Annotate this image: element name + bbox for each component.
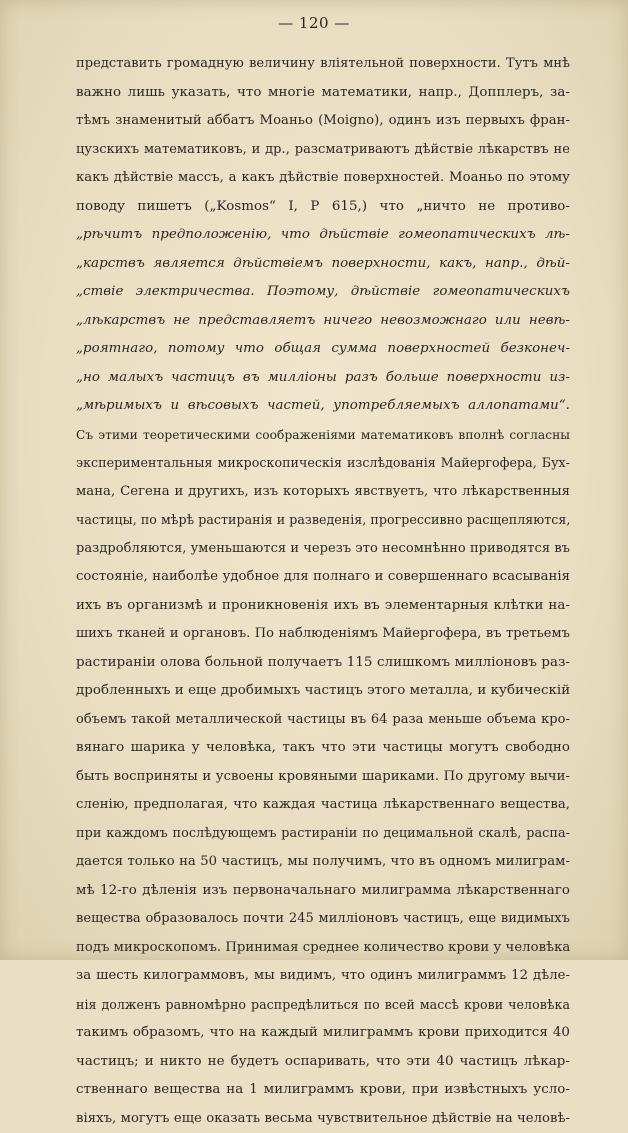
text-line: быть восприняты и усвоены кровяными шариками. По другому вычи- <box>76 763 570 792</box>
text-line: цузскихъ математиковъ, и др., разсматриваютъ дѣйствiе лѣкарствъ не <box>76 136 570 165</box>
text-line: „рѣчитъ предположенiю, что дѣйствiе гомеопатическихъ лѣ- <box>76 221 570 250</box>
text-line: вянаго шарика у человѣка, такъ что эти частицы могутъ свободно <box>76 734 570 763</box>
text-line: „лѣкарствъ не представляетъ ничего невозможнаго или невѣ- <box>76 307 570 336</box>
text-line: подъ микроскопомъ. Принимая среднее количество крови у человѣка <box>76 934 570 963</box>
text-line: при каждомъ послѣдующемъ растиранiи по децимальной скалѣ, распа- <box>76 820 570 849</box>
text-line: вещества образовалось почти 245 миллiоновъ частицъ, еще видимыхъ <box>76 905 570 934</box>
text-line: поводу пишетъ („Kosmos“ I, P 615,) что „ничто не противо- <box>76 193 570 222</box>
text-line: шихъ тканей и органовъ. По наблюденiямъ Майергофера, въ третьемъ <box>76 620 570 649</box>
text-line: „карствъ является дѣйствiемъ поверхности, какъ, напр., дѣй- <box>76 250 570 279</box>
text-line: дробленныхъ и еще дробимыхъ частицъ этого металла, и кубическiй <box>76 677 570 706</box>
text-line: объемъ такой металлической частицы въ 64 раза меньше объема кро- <box>76 706 570 735</box>
text-line: ихъ въ организмѣ и проникновенiя ихъ въ элементарныя клѣтки на- <box>76 592 570 621</box>
text-line: ственнаго вещества на 1 милиграммъ крови, при извѣстныхъ усло- <box>76 1076 570 1105</box>
text-line: состоянiе, наиболѣе удобное для полнаго и совершеннаго всасыванiя <box>76 563 570 592</box>
text-line: важно лишь указать, что многiе математики, напр., Допплеръ, за- <box>76 79 570 108</box>
body-text <box>76 50 570 1133</box>
text-line: сленiю, предполагая, что каждая частица лѣкарственнаго вещества, <box>76 791 570 820</box>
text-line: какъ дѣйствiе массъ, а какъ дѣйствiе поверхностей. Моаньо по этому <box>76 164 570 193</box>
text-line: дается только на 50 частицъ, мы получимъ, что въ одномъ милиграм- <box>76 848 570 877</box>
text-line: мѣ 12-го дѣленiя изъ первоначальнаго милиграмма лѣкарственнаго <box>76 877 570 906</box>
text-line: „ствiе электричества. Поэтому, дѣйствiе гомеопатическихъ <box>76 278 570 307</box>
text-line: растиранiи олова больной получаетъ 115 слишкомъ миллiоновъ раз- <box>76 649 570 678</box>
text-line: раздробляются, уменьшаются и черезъ это несомнѣнно приводятся въ <box>76 535 570 564</box>
text-line: частицъ; и никто не будетъ оспаривать, что эти 40 частицъ лѣкар- <box>76 1048 570 1077</box>
text-line: частицы, по мѣрѣ растиранiя и разведенiя, прогрессивно расщепляются, <box>76 506 570 535</box>
text-line: Съ этими теоретическими соображенiями математиковъ вполнѣ согласны <box>76 421 570 450</box>
text-line: вiяхъ, могутъ еще оказать весьма чувствительное дѣйствiе на человѣ- <box>76 1105 570 1133</box>
text-line: экспериментальныя микроскопическiя изслѣдованiя Майергофера, Бух- <box>76 449 570 478</box>
text-line: мана, Сегена и другихъ, изъ которыхъ явствуетъ, что лѣкарственныя <box>76 478 570 507</box>
text-line: „роятнаго, потому что общая сумма поверхностей безконеч- <box>76 335 570 364</box>
text-line: за шесть килограммовъ, мы видимъ, что одинъ милиграммъ 12 дѣле- <box>76 962 570 991</box>
text-line: тѣмъ знаменитый аббатъ Моаньо (Moigno), одинъ изъ первыхъ фран- <box>76 107 570 136</box>
page-number: — 120 — <box>0 14 628 32</box>
text-line: представить громадную величину влiятельной поверхности. Тутъ мнѣ <box>76 50 570 79</box>
text-line: „но малыхъ частицъ въ миллiоны разъ больше поверхности из- <box>76 364 570 393</box>
text-line: такимъ образомъ, что на каждый милиграммъ крови приходится 40 <box>76 1019 570 1048</box>
text-line: „мѣримыхъ и вѣсовыхъ частей, употребляемыхъ аллопатами“. <box>76 392 570 421</box>
text-line: нiя долженъ равномѣрно распредѣлиться по всей массѣ крови человѣка <box>76 991 570 1020</box>
